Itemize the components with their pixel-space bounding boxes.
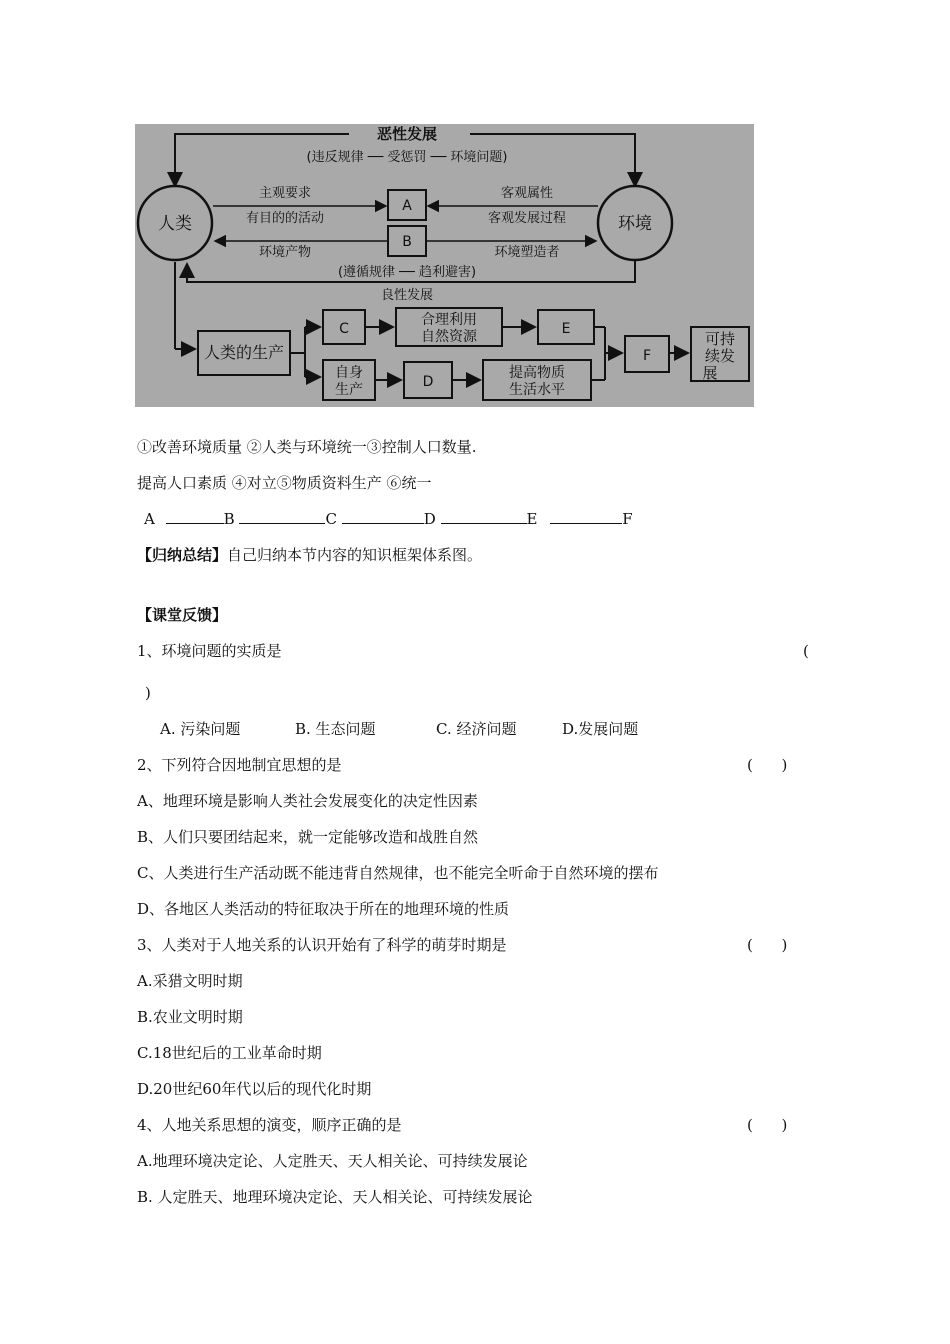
bottom-sub: (遵循规律 ── 趋利避害) [337,265,477,280]
box-e-label: E [561,321,571,337]
q3-paren: ( ) [747,936,788,954]
q1-paren-open: ( [803,642,809,660]
summary-line [137,545,482,565]
options-line-2: 提高人口素质 ④对立⑤物质资料生产 ⑥统一 [137,474,432,492]
improve-living-line2: 生活水平 [509,382,565,398]
top-sub: (违反规律 ── 受惩罚 ── 环境问题) [306,150,508,165]
summary-tag: 【归纳总结】 [137,546,228,564]
q2-option-c: C、人类进行生产活动既不能违背自然规律，也不能完全听命于自然环境的摆布 [137,864,659,882]
blank-a[interactable] [166,509,224,524]
sustainable-line3: 展 [702,364,718,382]
fill-label-b: B [223,510,235,528]
fill-label-a: A [144,510,155,528]
rational-use-line1: 合理利用 [421,312,477,328]
rational-use-line2: 自然资源 [421,329,477,345]
q2-option-a: A、地理环境是影响人类社会发展变化的决定性因素 [137,792,478,810]
feedback-title: 【课堂反馈】 [137,606,228,624]
blank-e[interactable] [550,509,622,524]
self-production-line1: 自身 [335,365,363,381]
q3-stem: 3、人类对于人地关系的认识开始有了科学的萌芽时期是 [137,936,507,954]
human-production-label: 人类的生产 [203,343,285,362]
q2-option-d: D、各地区人类活动的特征取决于所在的地理环境的性质 [137,900,510,918]
q2-stem: 2、下列符合因地制宜思想的是 [137,756,342,774]
fill-in-line [144,509,633,529]
right-label-2: 客观发展过程 [487,211,567,226]
q4-option-a: A.地理环境决定论、人定胜天、天人相关论、可持续发展论 [137,1152,528,1170]
q1-option-a: A. 污染问题 [160,720,241,738]
fill-label-c: C [325,510,337,528]
blank-b[interactable] [239,509,325,524]
q1-stem: 1、环境问题的实质是 [137,642,282,660]
q1-option-d: D.发展问题 [562,720,639,738]
right-label-3: 环境塑造者 [494,245,560,260]
improve-living-line1: 提高物质 [509,365,565,381]
blank-d[interactable] [441,509,527,524]
box-b-label: B [402,234,412,250]
box-c-label: C [339,321,349,337]
environment-label: 环境 [618,214,652,234]
blank-c[interactable] [342,509,424,524]
q4-option-b: B. 人定胜天、地理环境决定论、天人相关论、可持续发展论 [137,1188,533,1206]
q3-option-c: C.18世纪后的工业革命时期 [137,1044,322,1062]
left-label-2: 有目的的活动 [245,211,325,226]
bottom-label: 良性发展 [380,288,434,303]
left-label-3: 环境产物 [258,245,312,260]
self-production-line2: 生产 [335,382,363,398]
q3-option-b: B.农业文明时期 [137,1008,243,1026]
human-label: 人类 [158,214,192,234]
left-label-1: 主观要求 [258,186,312,201]
box-a-label: A [402,198,412,214]
box-f-label: F [642,348,652,364]
sustainable-line2: 续发 [704,347,736,365]
summary-text: 自己归纳本节内容的知识框架体系图。 [227,546,483,564]
human-environment-diagram [135,124,754,407]
q2-option-b: B、人们只要团结起来，就一定能够改造和战胜自然 [137,828,479,846]
options-line-1: ①改善环境质量 ②人类与环境统一③控制人口数量. [137,438,477,456]
q2-paren: ( ) [747,756,788,774]
fill-label-e: E [526,510,538,528]
box-d-label: D [422,374,434,390]
q4-paren: ( ) [747,1116,788,1134]
sustainable-line1: 可持 [704,330,736,348]
q1-option-b: B. 生态问题 [295,720,376,738]
fill-label-f: F [622,510,633,528]
q1-option-c: C. 经济问题 [436,720,517,738]
right-label-1: 客观属性 [500,186,554,201]
q3-option-a: A.采猎文明时期 [137,972,243,990]
q4-stem: 4、人地关系思想的演变，顺序正确的是 [137,1116,402,1134]
top-label: 恶性发展 [376,125,438,143]
q3-option-d: D.20世纪60年代以后的现代化时期 [137,1080,372,1098]
fill-label-d: D [423,510,436,528]
q1-paren-close: ) [145,684,151,702]
